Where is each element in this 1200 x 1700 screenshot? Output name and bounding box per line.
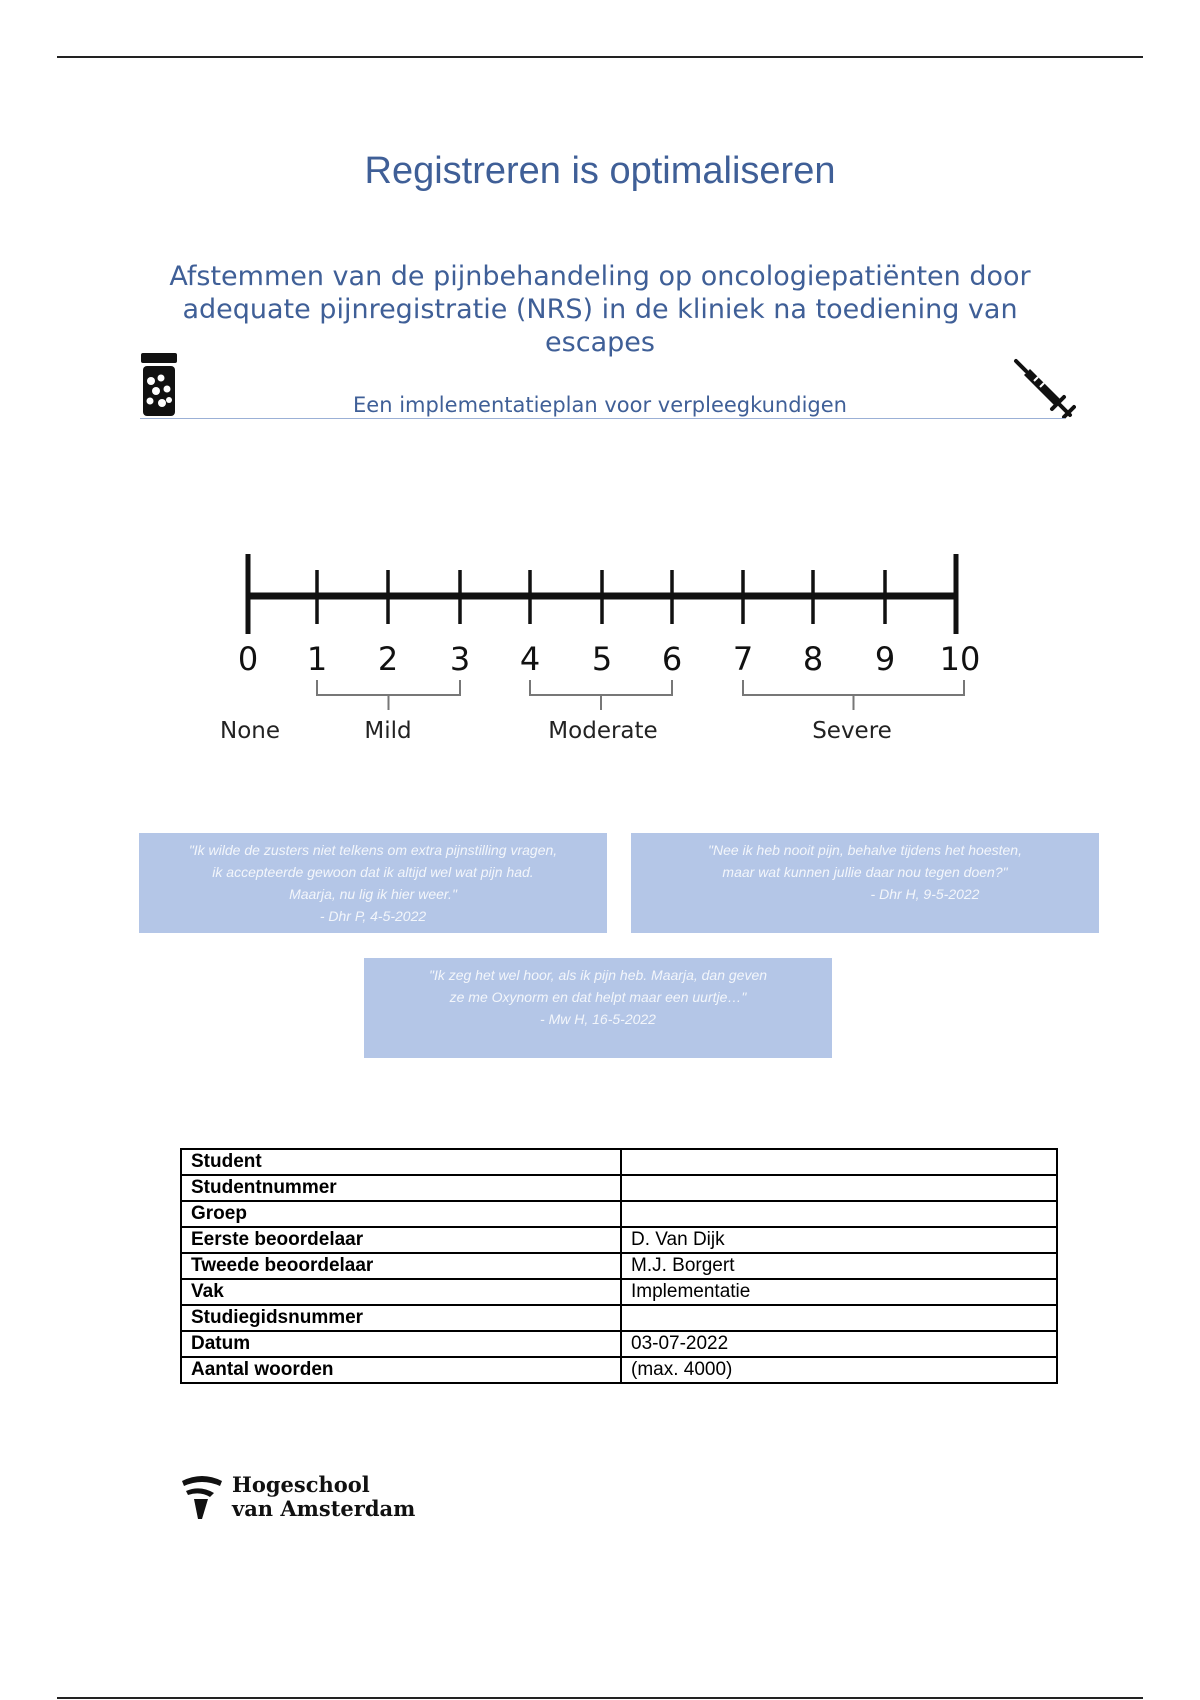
scale-number: 2	[377, 640, 399, 678]
pain-scale	[200, 540, 1000, 760]
row-value	[621, 1175, 1057, 1201]
document-tagline: Een implementatieplan voor verpleegkundigen	[353, 393, 847, 417]
row-label: Studentnummer	[181, 1175, 621, 1201]
student-info-table	[180, 1148, 1058, 1384]
document-title: Registreren is optimaliseren	[364, 150, 836, 192]
scale-category-label: Severe	[812, 718, 892, 744]
row-label: Datum	[181, 1331, 621, 1357]
row-value	[621, 1305, 1057, 1331]
table-row	[181, 1331, 1057, 1357]
hva-logo-icon	[180, 1473, 224, 1521]
scale-number: 1	[306, 640, 328, 678]
row-value: M.J. Borgert	[621, 1253, 1057, 1279]
logo-line-2: van Amsterdam	[232, 1496, 416, 1521]
table-row	[181, 1253, 1057, 1279]
header-rule	[57, 56, 1143, 58]
row-value: 03-07-2022	[621, 1331, 1057, 1357]
scale-number: 6	[661, 640, 683, 678]
row-label: Eerste beoordelaar	[181, 1227, 621, 1253]
scale-category-label: Mild	[364, 718, 412, 744]
patient-quote-2	[631, 833, 1099, 933]
scale-number: 0	[237, 640, 259, 678]
row-value	[621, 1149, 1057, 1175]
scale-number: 7	[732, 640, 754, 678]
logo-line-1: Hogeschool	[232, 1472, 370, 1497]
table-row	[181, 1357, 1057, 1383]
scale-number: 10	[939, 640, 981, 678]
quote-line: Maarja, nu lig ik hier weer."	[289, 886, 457, 902]
table-row	[181, 1279, 1057, 1305]
row-label: Aantal woorden	[181, 1357, 621, 1383]
row-value	[621, 1201, 1057, 1227]
scale-category-label: Moderate	[548, 718, 658, 744]
patient-quote-3	[364, 958, 832, 1058]
scale-bracket	[317, 680, 460, 710]
quote-line: "Nee ik heb nooit pijn, behalve tijdens het hoesten,	[708, 842, 1022, 858]
row-value: (max. 4000)	[621, 1357, 1057, 1383]
patient-quote-1	[139, 833, 607, 933]
row-value: Implementatie	[621, 1279, 1057, 1305]
quote-line: ik accepteerde gewoon dat ik altijd wel wat pijn had.	[212, 864, 534, 880]
row-value: D. Van Dijk	[621, 1227, 1057, 1253]
row-label: Tweede beoordelaar	[181, 1253, 621, 1279]
hva-logo	[180, 1473, 415, 1521]
quote-line: maar wat kunnen jullie daar nou tegen doen?"	[722, 864, 1008, 880]
quote-line: "Ik wilde de zusters niet telkens om extra pijnstilling vragen,	[188, 842, 558, 858]
tagline-rule	[140, 418, 1065, 419]
quote-line: "Ik zeg het wel hoor, als ik pijn heb. Maarja, dan geven	[428, 967, 768, 983]
row-label: Student	[181, 1149, 621, 1175]
scale-bracket	[743, 680, 964, 710]
scale-number: 3	[449, 640, 471, 678]
document-subtitle: Afstemmen van de pijnbehandeling op oncologiepatiënten door adequate pijnregistratie (NRS) in de kliniek na toediening van escapes	[169, 261, 1031, 358]
scale-number: 4	[519, 640, 541, 678]
footer-rule	[57, 1697, 1143, 1699]
row-label: Vak	[181, 1279, 621, 1305]
scale-category-label: None	[219, 718, 281, 744]
quote-author: - Mw H, 16-5-2022	[540, 1011, 656, 1027]
row-label: Groep	[181, 1201, 621, 1227]
row-label: Studiegidsnummer	[181, 1305, 621, 1331]
table-row	[181, 1227, 1057, 1253]
scale-bracket	[530, 680, 672, 710]
quote-line: ze me Oxynorm en dat helpt maar een uurtje…"	[449, 989, 747, 1005]
scale-number: 5	[591, 640, 613, 678]
table-row	[181, 1175, 1057, 1201]
table-row	[181, 1149, 1057, 1175]
scale-number: 8	[802, 640, 824, 678]
table-row	[181, 1201, 1057, 1227]
table-row	[181, 1305, 1057, 1331]
quote-author: - Dhr H, 9-5-2022	[870, 886, 980, 902]
quote-author: - Dhr P, 4-5-2022	[319, 908, 427, 924]
scale-number: 9	[874, 640, 896, 678]
